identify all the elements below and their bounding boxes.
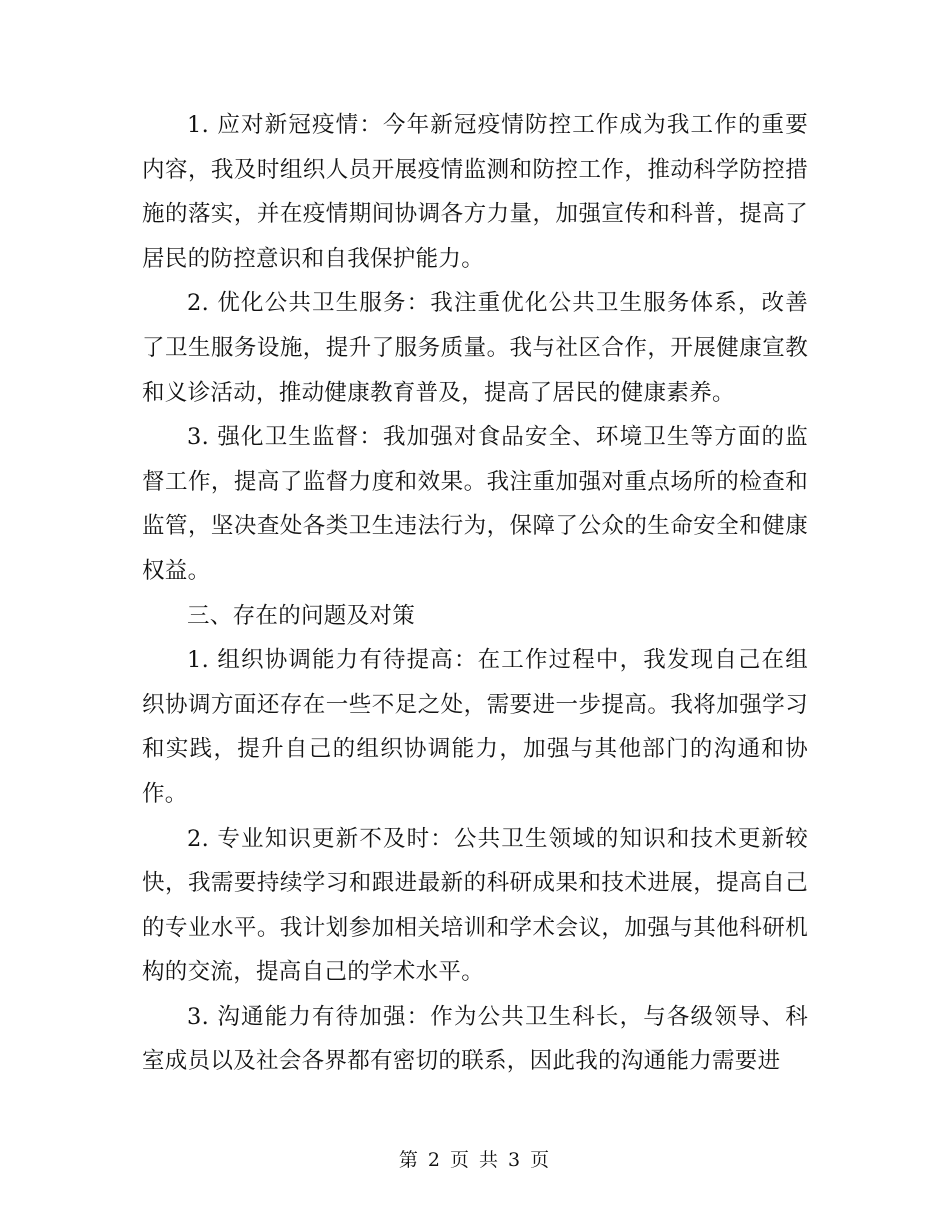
paragraph-coordination: 1. 组织协调能力有待提高：在工作过程中，我发现自己在组织协调方面还存在一些不足之处，需要进一步提高。我将加强学习和实践，提升自己的组织协调能力，加强与其他部门的沟通和协作。 [142, 647, 808, 807]
page-number-footer: 第 2 页 共 3 页 [398, 1149, 552, 1171]
paragraph-covid-response: 1. 应对新冠疫情：今年新冠疫情防控工作成为我工作的重要内容，我及时组织人员开展疫情监测和防控工作，推动科学防控措施的落实，并在疫情期间协调各方力量，加强宣传和科普，提高了居民的防控意识和自我保护能力。 [142, 112, 808, 272]
paragraph-optimize-services: 2. 优化公共卫生服务：我注重优化公共卫生服务体系，改善了卫生服务设施，提升了服务质量。我与社区合作，开展健康宣教和义诊活动，推动健康教育普及，提高了居民的健康素养。 [142, 290, 808, 406]
document-body [142, 103, 808, 1084]
section-heading-problems: 三、存在的问题及对策 [187, 602, 416, 629]
paragraph-health-supervision: 3. 强化卫生监督：我加强对食品安全、环境卫生等方面的监督工作，提高了监督力度和效果。我注重加强对重点场所的检查和监管，坚决查处各类卫生违法行为，保障了公众的生命安全和健康权益。 [142, 424, 808, 584]
paragraph-knowledge-update: 2. 专业知识更新不及时：公共卫生领域的知识和技术更新较快，我需要持续学习和跟进最新的科研成果和技术进展，提高自己的专业水平。我计划参加相关培训和学术会议，加强与其他科研机构的交流，提高自己的学术水平。 [142, 825, 808, 986]
paragraph-communication: 3. 沟通能力有待加强：作为公共卫生科长，与各级领导、科室成员以及社会各界都有密切的联系，因此我的沟通能力需要进 [142, 1003, 808, 1075]
